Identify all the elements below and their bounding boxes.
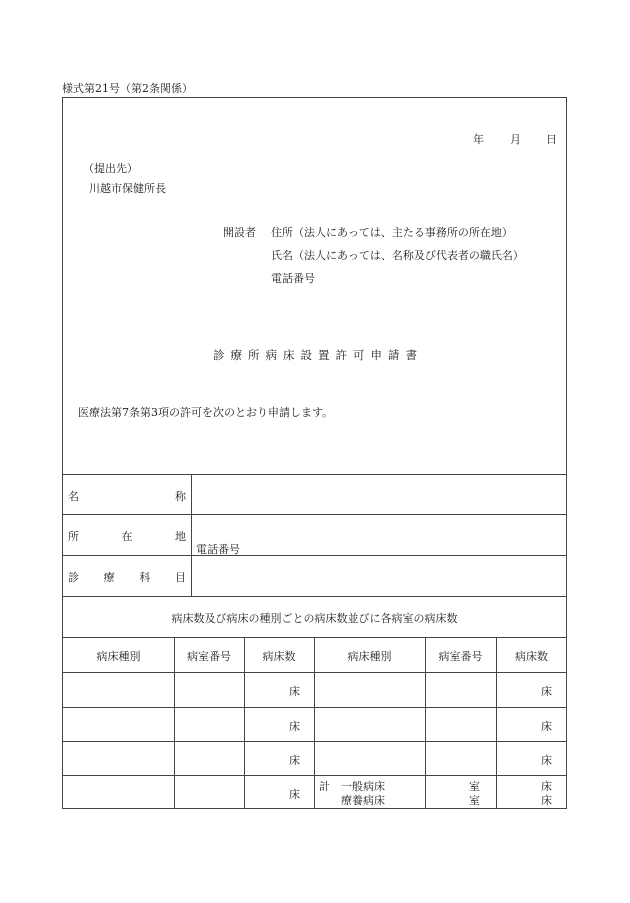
room-unit: 室 [469,794,480,807]
bed-unit: 床 [289,788,300,801]
header-bed-count: 病床数 [515,650,548,663]
divider [63,555,566,556]
total-label: 計 [319,780,330,793]
total-general-beds: 一般病床 [341,780,385,793]
field-label-location: 所 在 地 [68,530,186,543]
recipient-label: （提出先） [83,162,138,175]
header-bed-type: 病床種別 [96,650,141,663]
recipient-name: 川越市保健所長 [89,182,166,195]
date-month: 月 [510,133,521,146]
date-day: 日 [546,133,557,146]
bed-unit: 床 [541,685,552,698]
applicant-phone: 電話番号 [271,272,315,285]
bed-unit: 床 [541,754,552,767]
header-room-number: 病室番号 [187,650,231,663]
header-bed-count: 病床数 [262,650,296,663]
document-title: 診 療 所 病 床 設 置 許 可 申 請 書 [213,348,417,362]
location-phone-label: 電話番号 [196,543,240,556]
bed-unit: 床 [289,685,300,698]
room-unit: 室 [469,780,480,793]
bed-unit: 床 [289,720,300,733]
divider [63,596,566,597]
bed-unit: 床 [541,794,552,807]
date-year: 年 [473,133,484,146]
total-care-beds: 療養病床 [341,794,385,807]
divider [63,514,566,515]
column-divider [191,474,192,596]
field-label-name: 名 称 [68,490,186,503]
applicant-role: 開設者 [223,226,256,239]
applicant-address: 住所（法人にあっては、主たる事務所の所在地） [271,226,513,239]
field-label-department: 診 療 科 目 [68,571,186,584]
header-room-number: 病室番号 [438,650,483,663]
form-number: 様式第21号（第2条関係） [62,82,193,95]
applicant-name: 氏名（法人にあっては、名称及び代表者の職氏名） [271,249,524,262]
bed-unit: 床 [289,754,300,767]
bed-unit: 床 [541,780,552,793]
bed-unit: 床 [541,720,552,733]
statement: 医療法第7条第3項の許可を次のとおり申請します。 [78,406,334,419]
divider [63,474,566,475]
application-form [62,97,567,809]
bed-section-title: 病床数及び病床の種別ごとの病床数並びに各病室の病床数 [171,612,458,625]
header-bed-type: 病床種別 [347,650,392,663]
